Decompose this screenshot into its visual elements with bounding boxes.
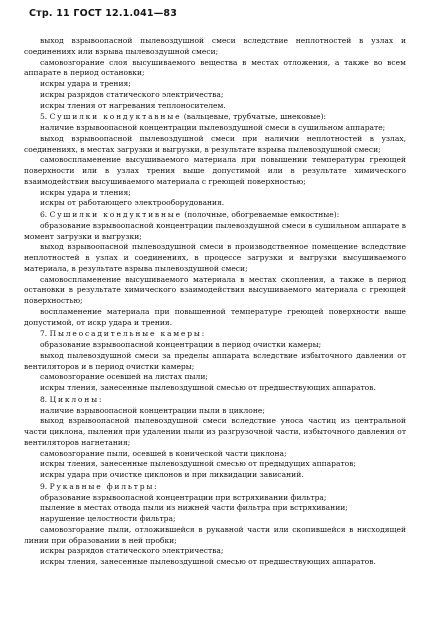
section-title: Сушилки кондуктивные	[49, 210, 182, 219]
paragraph: выход взрывоопасной пылевоздушной смеси при наличии неплотностей в узлах, соединениях, в местах загрузки и выгрузки, в результате взрыва пылевоздушной смеси;	[24, 133, 406, 154]
paragraph: искры удара при очистке циклонов и при ликвидации зависаний.	[40, 470, 304, 479]
paragraph: искры удара и трения;	[40, 79, 131, 88]
section-title: Циклоны:	[49, 394, 104, 404]
section-title: Сушилки кондуктавные	[49, 112, 182, 122]
paragraph: наличие взрывоопасной концентрации пылевоздушной смеси в сушильном аппарате;	[40, 123, 386, 132]
paragraph: самовоспламенение высушиваемого материала при повышении температуры греющей поверхности или в узлах трения выше допустимой или в результате химического взаимодействия высушиваемого материала с греющей поверхностью;	[24, 155, 406, 186]
section-number: 8.	[40, 394, 48, 404]
section-title-rest: (полочные, обогреваемые емкостные):	[184, 210, 340, 219]
paragraph: искры тления от нагревания теплоносителем.	[40, 100, 226, 110]
paragraph: выход пылевоздушной смеси за пределы аппарата вследствие избыточного давления от вентиляторов и в период очистки камеры;	[24, 350, 406, 371]
paragraph: пыление в местах отвода пыли из нижней части фильтра при встряхивании;	[40, 503, 348, 513]
section-number: 7.	[40, 329, 48, 339]
section-heading	[24, 112, 406, 123]
paragraph: выход взрывоопасной пылевоздушной смеси в производственное помещение вследствие неплотностей в узлах и соединениях, в процессе загрузки и выгрузки высушиваемого материала, в результате взрыва пылевоздушной смеси;	[24, 242, 406, 273]
paragraph: выход взрывоопасной пылевоздушной смеси вследствие уноса частиц из центральной части циклона, пыления при удалении пыли из разгрузочной части, избыточного давления от вентиляторов нагнетания;	[24, 416, 406, 447]
section-heading	[24, 395, 406, 406]
page-header: Стр. 11 ГОСТ 12.1.041—83	[29, 8, 178, 19]
section-number: 9.	[40, 481, 48, 491]
paragraph: выход взрывоопасной пылевоздушной смеси вследствие неплотностей в узлах и соединениях или взрыва пылевоздушной смеси;	[24, 36, 406, 56]
paragraph: воспламенение материала при повышенной температуре греющей поверхности выше допустимой, от искр удара и трения.	[24, 306, 406, 327]
paragraph: искры тления, занесенные пылевоздушной смесью от предыдущих аппаратов;	[40, 459, 356, 469]
paragraph: нарушение целостности фильтра;	[40, 514, 176, 523]
paragraph: искры тления, занесенные пылевоздушной смесью от предшествующих аппаратов.	[40, 383, 376, 392]
paragraph: самовозгорание пыли, отложившейся в рукавной части или скопившейся в нисходящей линии при образовании в ней пробки;	[24, 524, 406, 545]
section-heading	[24, 482, 406, 493]
section-heading	[24, 329, 406, 340]
paragraph: искры от работающего электрооборудования.	[40, 198, 225, 208]
section-number: 6.	[40, 210, 48, 219]
paragraph: искры разрядов статического электричества;	[40, 89, 224, 99]
section-title: Пылеосадительные камеры:	[49, 329, 206, 339]
paragraph: образование взрывоопасной концентрации пылевоздушной смеси в сушильном аппарате в момент загрузки и выгрузки;	[24, 220, 406, 241]
section-title-rest: (вальцевые, трубчатые, шнековые):	[183, 112, 327, 122]
paragraph: самовозгорание осевшей на листах пыли;	[40, 372, 208, 382]
paragraph: искры разрядов статического электричества;	[40, 546, 224, 556]
paragraph: образование взрывоопасной концентрации в период очистки камеры;	[40, 340, 322, 349]
paragraph: самовоспламенение высушиваемого материала в местах скопления, а также в период остановки в результате химического взаимодействия высушиваемого материала с греющей поверхностью;	[24, 274, 406, 305]
section-title: Рукавные фильтры:	[49, 481, 159, 491]
paragraph: наличие взрывоопасной концентрации пыли в циклоне;	[40, 405, 265, 415]
section-heading	[24, 210, 406, 221]
section-number: 5.	[40, 112, 48, 122]
body-text	[24, 36, 406, 568]
paragraph: искры удара и тления;	[40, 187, 131, 197]
paragraph: самовозгорание пыли, осевшей в конической части циклона;	[40, 448, 287, 458]
paragraph: самовозгорание слоя высушиваемого вещества в местах отложения, а также во всем аппарате в период остановки;	[24, 57, 406, 78]
paragraph: искры тления, занесенные пылевоздушной смесью от предшествующих аппаратов.	[40, 557, 376, 566]
paragraph: образование взрывоопасной концентрации при встряхивании фильтра;	[40, 492, 327, 502]
